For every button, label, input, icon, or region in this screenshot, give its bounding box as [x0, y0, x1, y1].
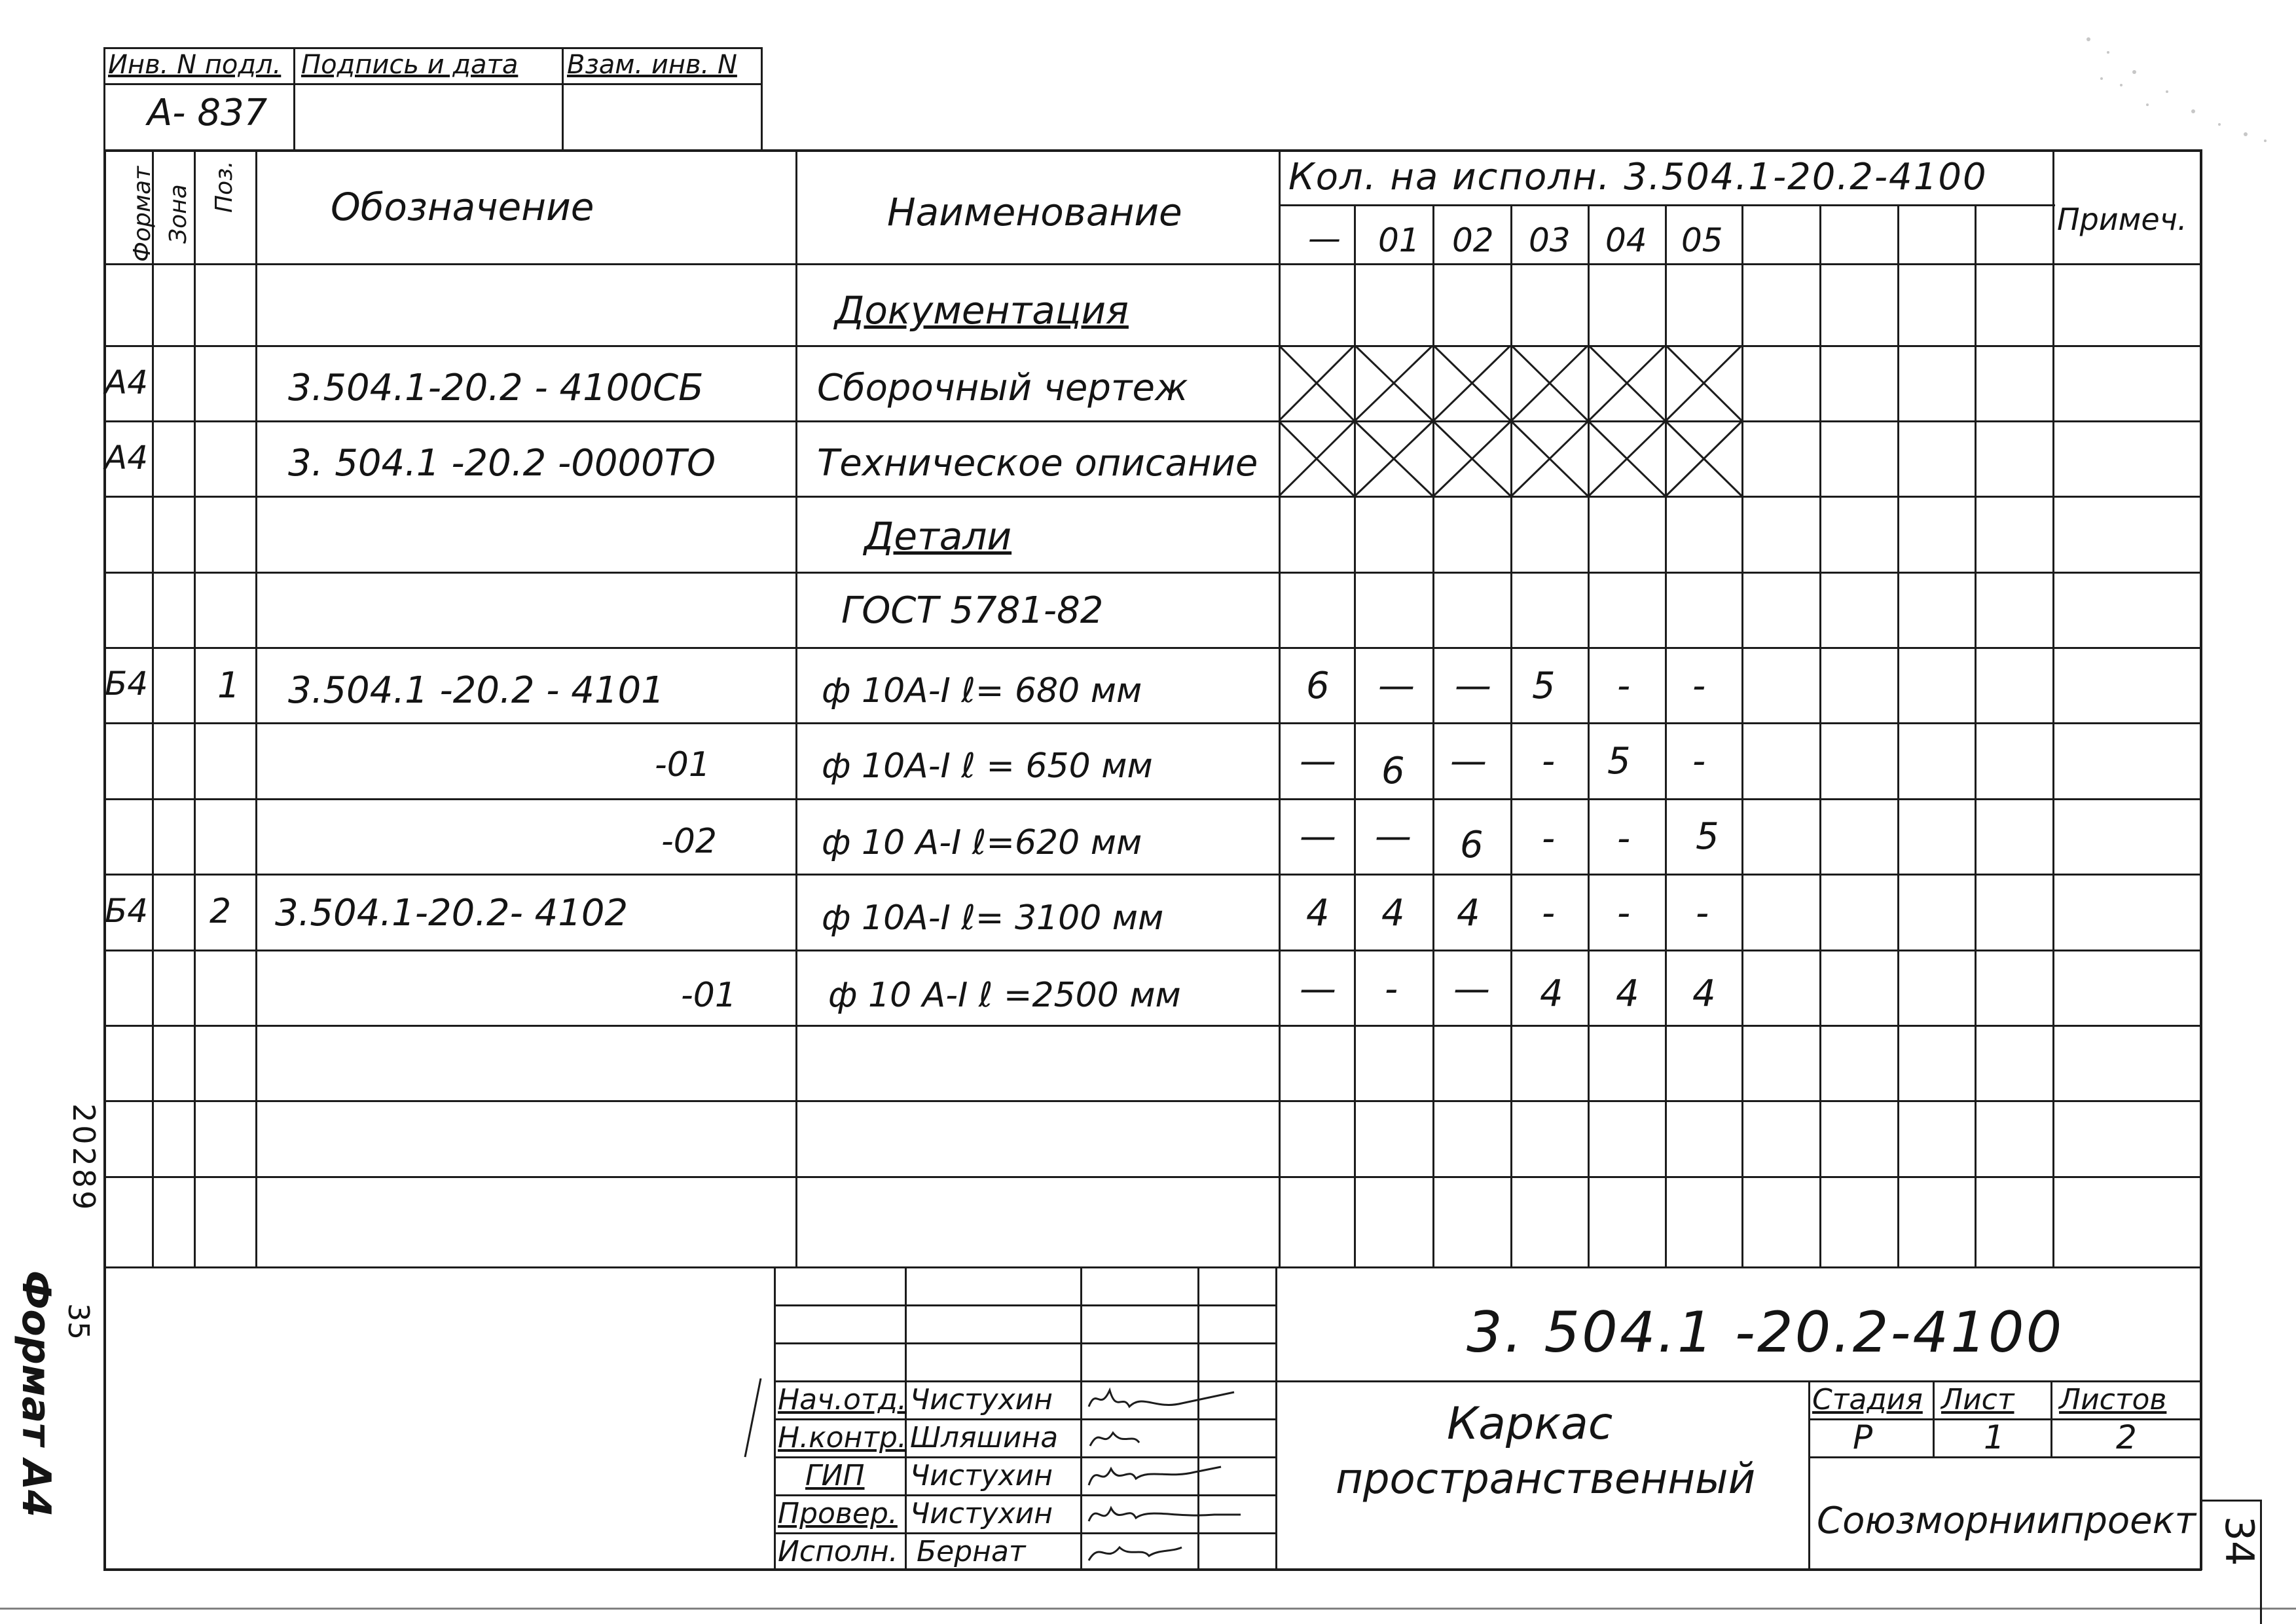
- label-stage: Стадия: [1812, 1383, 1923, 1416]
- qty-cell: -: [1617, 817, 1631, 860]
- row-position: 2: [210, 892, 232, 931]
- sheet-value: 1: [1984, 1418, 2005, 1456]
- row-format: Б4: [105, 665, 149, 703]
- row-name: Сборочный чертеж: [817, 367, 1188, 409]
- qty-cell: -: [1692, 740, 1706, 783]
- title-line-2: пространственный: [1336, 1455, 1756, 1504]
- variant-header: 04: [1605, 221, 1647, 259]
- variant-header: 02: [1452, 221, 1494, 259]
- qty-cell: 5: [1607, 740, 1631, 783]
- qty-cell: 4: [1457, 892, 1480, 934]
- col-format-header: Формат: [129, 166, 156, 262]
- sign-role: Исполн.: [778, 1535, 898, 1568]
- inv-number-value: А- 837: [147, 92, 268, 134]
- corner-stamp-mark: [2062, 13, 2291, 164]
- sign-name: Чистухин: [910, 1459, 1053, 1492]
- row-format: А4: [105, 439, 149, 477]
- qty-cell: -: [1385, 968, 1398, 1010]
- variant-header: 05: [1681, 221, 1723, 259]
- qty-cell: -: [1542, 740, 1556, 783]
- header-signature-date: Подпись и дата: [301, 50, 519, 80]
- signature-scribbles: [1084, 1380, 1280, 1570]
- row-designation: 3.504.1-20.2- 4102: [275, 892, 629, 934]
- col-zone-header: Зона: [165, 184, 192, 244]
- sign-name: Чистухин: [910, 1497, 1053, 1530]
- qty-cell: 5: [1696, 815, 1719, 858]
- col-designation-header: Обозначение: [331, 185, 594, 229]
- qty-cell: 6: [1381, 750, 1405, 792]
- variant-header: 01: [1378, 221, 1420, 259]
- qty-cell: 4: [1616, 972, 1639, 1015]
- organization-name: Союзморниипроект: [1817, 1500, 2196, 1542]
- qty-cell: 4: [1540, 972, 1563, 1015]
- copied-number: 35: [62, 1303, 95, 1340]
- qty-cell: -: [1617, 892, 1631, 934]
- row-format: А4: [105, 363, 149, 401]
- sign-role: Нач.отд.: [778, 1383, 907, 1416]
- row-name: ф 10 А-I ℓ =2500 мм: [828, 976, 1181, 1015]
- row-designation: 3.504.1 -20.2 - 4101: [288, 669, 665, 712]
- row-designation: -01: [655, 745, 710, 784]
- row-designation: 3.504.1-20.2 - 4100СБ: [288, 367, 704, 409]
- qty-cell: —: [1375, 815, 1412, 858]
- row-designation: -02: [661, 822, 717, 861]
- sign-role: Н.контр.: [778, 1421, 907, 1454]
- sheets-value: 2: [2116, 1418, 2137, 1456]
- variant-header: 03: [1529, 221, 1571, 259]
- qty-cell: 4: [1381, 892, 1405, 934]
- qty-cell: -: [1617, 665, 1631, 707]
- qty-cell: 6: [1460, 824, 1484, 866]
- stage-value: Р: [1853, 1418, 1873, 1456]
- qty-cell: —: [1300, 815, 1336, 858]
- qty-cell: —: [1455, 665, 1491, 707]
- sign-role: ГИП: [805, 1459, 865, 1492]
- qty-cell: 4: [1306, 892, 1330, 934]
- row-name: ф 10 А-I ℓ=620 мм: [822, 823, 1142, 862]
- sign-name: Чистухин: [910, 1383, 1053, 1416]
- variant-header: —: [1308, 219, 1341, 257]
- qty-cell: 4: [1692, 972, 1716, 1015]
- title-line-1: Каркас: [1447, 1398, 1613, 1450]
- label-sheets: Листов: [2059, 1383, 2167, 1416]
- col-qty-title: Кол. на исполн. 3.504.1-20.2-4100: [1288, 156, 1988, 198]
- sign-name: Шляшина: [910, 1421, 1059, 1454]
- col-pos-header: Поз.: [211, 160, 238, 213]
- sign-role: Провер.: [778, 1497, 898, 1530]
- qty-cell: —: [1300, 740, 1336, 783]
- row-name: ГОСТ 5781-82: [841, 589, 1104, 632]
- qty-cell: 6: [1306, 665, 1330, 707]
- qty-cell: 5: [1532, 665, 1556, 707]
- header-inv-number: Инв. N подл.: [108, 50, 282, 80]
- row-name: ф 10А-I ℓ= 680 мм: [822, 671, 1142, 710]
- left-margin-number: 20289: [66, 1103, 101, 1213]
- qty-cell: —: [1378, 665, 1415, 707]
- row-name: ф 10А-I ℓ= 3100 мм: [822, 898, 1164, 938]
- row-name: ф 10А-I ℓ = 650 мм: [822, 747, 1153, 786]
- section-heading-documentation: Документация: [835, 288, 1129, 333]
- section-heading-details: Детали: [864, 514, 1012, 559]
- row-designation: 3. 504.1 -20.2 -0000ТО: [288, 442, 716, 485]
- cross-marks: [1279, 345, 1743, 498]
- row-name: Техническое описание: [817, 442, 1258, 485]
- label-sheet: Лист: [1941, 1383, 2014, 1416]
- qty-cell: -: [1692, 665, 1706, 707]
- col-name-header: Наименование: [887, 190, 1182, 234]
- format-label: Формат А4: [13, 1270, 59, 1518]
- page-number: 34: [2216, 1516, 2262, 1566]
- col-note-header: Примеч.: [2057, 202, 2187, 237]
- row-position: 1: [217, 665, 240, 706]
- sign-name: Бернат: [917, 1535, 1026, 1568]
- qty-cell: —: [1453, 968, 1490, 1010]
- stray-mark: [740, 1375, 766, 1460]
- qty-cell: -: [1542, 817, 1556, 860]
- doc-number: 3. 504.1 -20.2-4100: [1467, 1300, 2064, 1365]
- qty-cell: —: [1300, 968, 1336, 1010]
- qty-cell: -: [1696, 892, 1709, 934]
- header-replace-inv: Взам. инв. N: [567, 50, 737, 80]
- row-format: Б4: [105, 892, 149, 930]
- qty-cell: -: [1542, 892, 1556, 934]
- row-designation: -01: [681, 976, 737, 1015]
- qty-cell: —: [1450, 740, 1487, 783]
